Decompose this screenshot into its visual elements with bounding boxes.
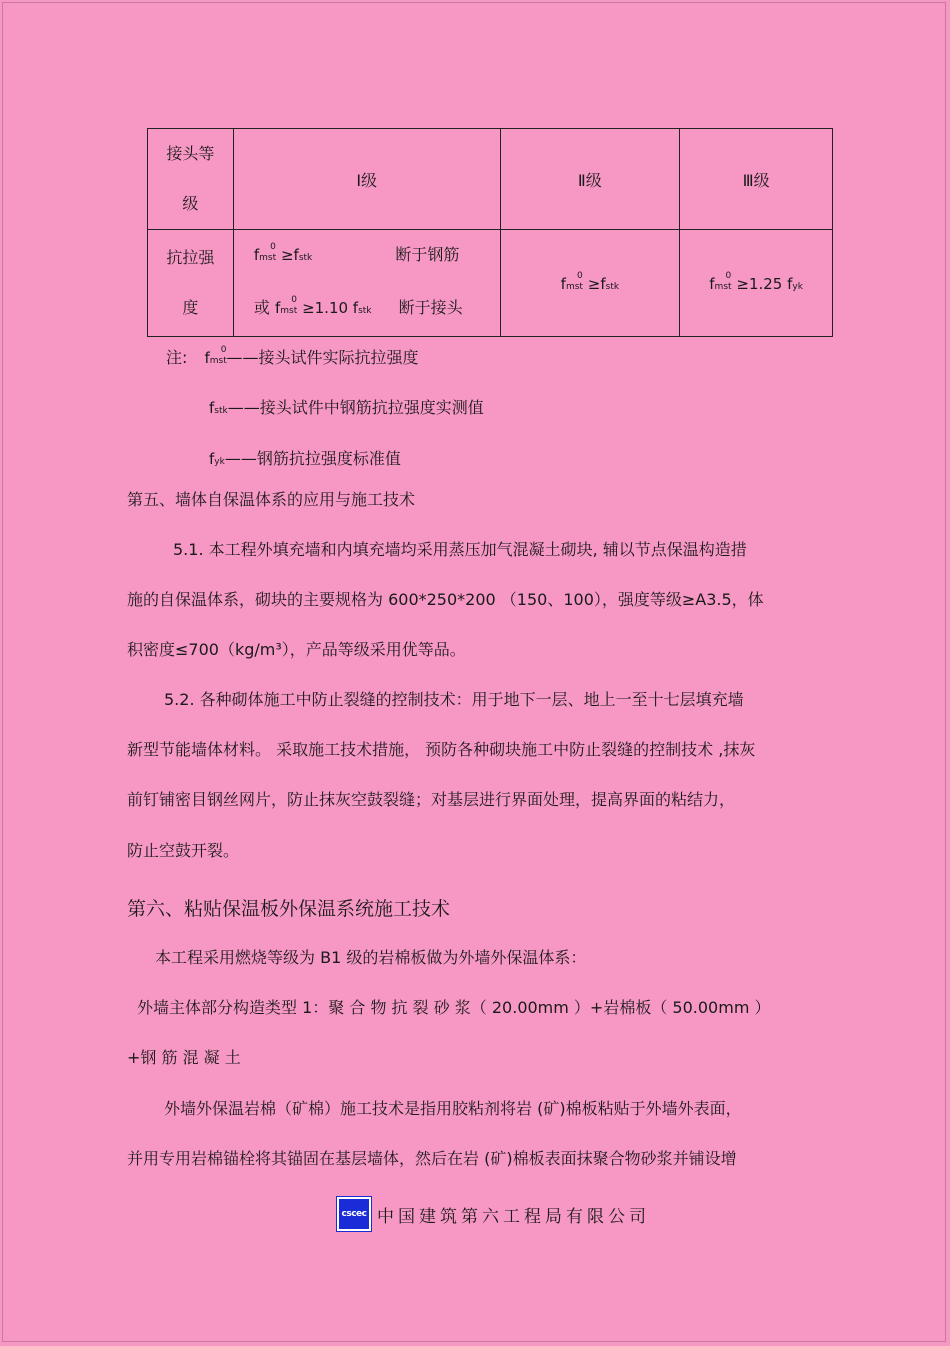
note-1-sup: 0	[220, 345, 227, 355]
section-5-p1-line1: 5.1. 本工程外填充墙和内填充墙均采用蒸压加气混凝土砌块, 辅以节点保温构造措	[173, 540, 747, 559]
section-5-p2-line2: 新型节能墙体材料。 采取施工技术措施， 预防各种砌块施工中防止裂缝的控制技术 ,抹灰	[127, 740, 756, 759]
note-3-text: ——钢筋抗拉强度标准值	[224, 449, 401, 468]
grade-1-criteria	[233, 230, 500, 337]
formula-sub2: stk	[358, 306, 372, 316]
formula-f: f	[709, 274, 715, 293]
section-5-p1-line3: 积密度≤700（kg/m³），产品等级采用优等品。	[127, 640, 466, 659]
header-grade-2: Ⅱ级	[500, 129, 680, 230]
joint-grade-table	[147, 128, 833, 337]
section-5-p2-line1: 5.2. 各种砌体施工中防止裂缝的控制技术：用于地下一层、地上一至十七层填充墙	[164, 690, 744, 709]
formula-sup: 0	[291, 295, 297, 305]
note-2-f: f	[209, 399, 215, 417]
note-1-text: ——接头试件实际抗拉强度	[226, 348, 419, 367]
formula-sub: mst	[259, 253, 277, 263]
grade-1-criteria-a	[254, 230, 500, 283]
formula-sup: 0	[270, 242, 276, 252]
formula-sub2: stk	[298, 253, 313, 263]
formula-rel: ≥f	[280, 246, 299, 264]
header-grade-label	[148, 129, 234, 230]
company-name: 中国建筑第六工程局有限公司	[377, 1206, 650, 1227]
grade-1-note-a: 断于钢筋	[395, 245, 460, 264]
formula-sub: mst	[714, 281, 732, 292]
section-6-heading: 第六、粘贴保温板外保温系统施工技术	[127, 898, 451, 920]
note-prefix: 注:	[166, 348, 188, 367]
formula-sub: mst	[280, 306, 298, 316]
grade-2-criteria	[500, 230, 680, 337]
formula-prefix: 或	[253, 298, 270, 317]
grade-1-note-b: 断于接头	[398, 298, 463, 317]
formula-rel: ≥1.25 f	[736, 274, 793, 293]
grade-1-criteria-b	[254, 283, 500, 336]
formula-rel: ≥f	[587, 274, 606, 293]
section-5-heading: 第五、墙体自保温体系的应用与施工技术	[127, 490, 416, 509]
header-grade-label-line1: 接头等	[166, 144, 215, 163]
formula-sub2: yk	[792, 281, 803, 292]
formula-sub2: stk	[605, 281, 620, 292]
note-1-sub: mst	[209, 356, 227, 366]
section-5-p1-line2: 施的自保温体系，砌块的主要规格为 600*250*200 （150、100），强度等级≥A3.5，体	[127, 590, 764, 609]
formula-f: f	[560, 274, 566, 293]
formula-sup: 0	[725, 270, 732, 281]
section-5-p2-line3: 前钉铺密目钢丝网片，防止抹灰空鼓裂缝；对基层进行界面处理，提高界面的粘结力，	[127, 790, 736, 809]
row-label-line2: 度	[182, 298, 199, 317]
section-6-p3-line1: 外墙外保温岩棉（矿棉）施工技术是指用胶粘剂将岩 (矿)棉板粘贴于外墙外表面，	[164, 1099, 742, 1118]
formula-f: f	[274, 299, 281, 317]
row-label-tensile-strength	[148, 230, 234, 337]
note-1-f: f	[204, 349, 210, 367]
row-label-line1: 抗拉强	[166, 248, 215, 267]
note-2-text: ——接头试件中钢筋抗拉强度实测值	[227, 398, 484, 417]
section-6-p2-line2: +钢 筋 混 凝 土	[127, 1048, 241, 1067]
note-1	[166, 345, 419, 368]
section-6-p3-line2: 并用专用岩棉锚栓将其锚固在基层墙体，然后在岩 (矿)棉板表面抹聚合物砂浆并铺设增	[127, 1149, 737, 1168]
company-logo	[337, 1197, 371, 1231]
header-grade-3: Ⅲ级	[680, 129, 833, 230]
note-3-sub: yk	[214, 457, 225, 467]
section-6-p1: 本工程采用燃烧等级为 B1 级的岩棉板做为外墙外保温体系：	[155, 948, 587, 967]
formula-sup: 0	[576, 270, 583, 281]
tensile-strength-row	[148, 230, 833, 337]
note-2	[209, 395, 484, 418]
section-6-p2-line1: 外墙主体部分构造类型 1：聚 合 物 抗 裂 砂 浆（ 20.00mm ）+岩棉板（ 50.00mm ）	[137, 998, 771, 1017]
logo-text: cscec	[341, 1209, 367, 1219]
grade-3-criteria	[680, 230, 833, 337]
formula-rel: ≥1.10 f	[302, 299, 359, 317]
note-2-sub: stk	[214, 406, 228, 416]
section-5-p2-line4: 防止空鼓开裂。	[127, 841, 240, 860]
note-3	[209, 446, 401, 469]
header-grade-label-line2: 级	[182, 194, 199, 213]
note-3-f: f	[209, 450, 215, 468]
footer	[337, 1197, 650, 1231]
formula-sub: mst	[565, 281, 583, 292]
table-header-row	[148, 129, 833, 230]
formula-f: f	[253, 246, 260, 264]
header-grade-1: Ⅰ级	[233, 129, 500, 230]
